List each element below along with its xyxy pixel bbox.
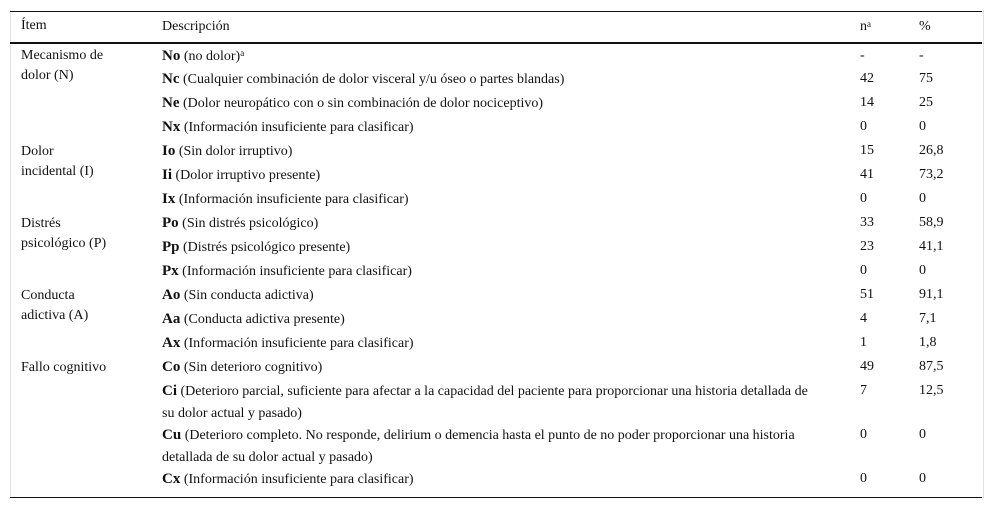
row-n: 1 [860,335,867,350]
group-label-incident-pain: Dolor incidental (I) [21,144,94,179]
header-item: Ítem [21,18,47,33]
header-n [860,16,871,38]
row-n: 4 [860,311,867,326]
row-n: 33 [860,215,874,230]
group-label-addictive-behavior: Conducta adictiva (A) [21,288,89,323]
row-percent: - [919,48,924,63]
row-percent: 73,2 [919,167,944,182]
row-description: Ax (Información insuficiente para clasificar) [162,335,414,351]
header-percent: % [919,19,931,34]
row-n: 23 [860,239,874,254]
row-description: Pp (Distrés psicológico presente) [162,239,351,255]
row-description: Ix (Información insuficiente para clasificar) [162,191,409,207]
table-bottom-rule [10,497,982,498]
row-percent: 26,8 [919,143,944,158]
table-top-rule [10,11,982,12]
row-description: Po (Sin distrés psicológico) [162,215,319,231]
row-n: 0 [860,191,867,206]
row-n: 49 [860,359,874,374]
header-n-label: n [860,19,867,34]
row-percent: 41,1 [919,239,944,254]
row-description: Px (Información insuficiente para clasificar) [162,263,412,279]
header-description: Descripción [162,19,230,34]
row-percent: 0 [919,191,926,206]
row-description: Nx (Información insuficiente para clasificar) [162,119,414,135]
row-description: Cx (Información insuficiente para clasificar) [162,471,414,487]
row-percent: 12,5 [919,383,944,398]
group-label-pain-mechanism: Mecanismo de dolor (N) [21,48,104,83]
row-percent: 1,8 [919,335,937,350]
row-description: Ne (Dolor neuropático con o sin combinación de dolor nociceptivo) [162,95,544,111]
row-percent: 87,5 [919,359,944,374]
header-n-footnote: a [867,19,871,29]
row-percent: 7,1 [919,311,937,326]
row-percent: 0 [919,119,926,134]
row-description: Co (Sin deterioro cognitivo) [162,359,323,375]
group-label-psychological-distress: Distrés psicológico (P) [21,216,107,251]
row-percent: 58,9 [919,215,944,230]
row-n: 41 [860,167,874,182]
row-percent: 0 [919,471,926,486]
row-description: Aa (Conducta adictiva presente) [162,311,345,327]
row-description: No (no dolor)$^a$ [162,48,245,64]
row-n: - [860,48,865,63]
row-percent: 0 [919,427,926,442]
group-label-cognitive-failure: Fallo cognitivo [21,360,107,375]
row-description: Cu (Deterioro completo. No responde, delirium o demencia hasta el punto de no poder proporcionar una historia detallada de su dolor actual y pasado) [162,427,795,465]
row-n: 15 [860,143,874,158]
row-description: Nc (Cualquier combinación de dolor visceral y/u óseo o partes blandas) [162,71,565,87]
row-n: 14 [860,95,874,110]
row-n: 0 [860,119,867,134]
row-n: 0 [860,263,867,278]
row-n: 0 [860,427,867,442]
row-description: Ao (Sin conducta adictiva) [162,287,314,303]
row-percent: 25 [919,95,933,110]
row-percent: 0 [919,263,926,278]
row-description: Ii (Dolor irruptivo presente) [162,167,321,183]
row-percent: 91,1 [919,287,944,302]
row-n: 42 [860,71,874,86]
row-n: 51 [860,287,874,302]
row-percent: 75 [919,71,933,86]
row-description: Ci (Deterioro parcial, suficiente para afectar a la capacidad del paciente para proporcionar una historia detallada de su dolor actual y pasado) [162,383,808,421]
row-n: 7 [860,383,867,398]
row-description: Io (Sin dolor irruptivo) [162,143,293,159]
table-header-rule [10,42,982,44]
row-n: 0 [860,471,867,486]
